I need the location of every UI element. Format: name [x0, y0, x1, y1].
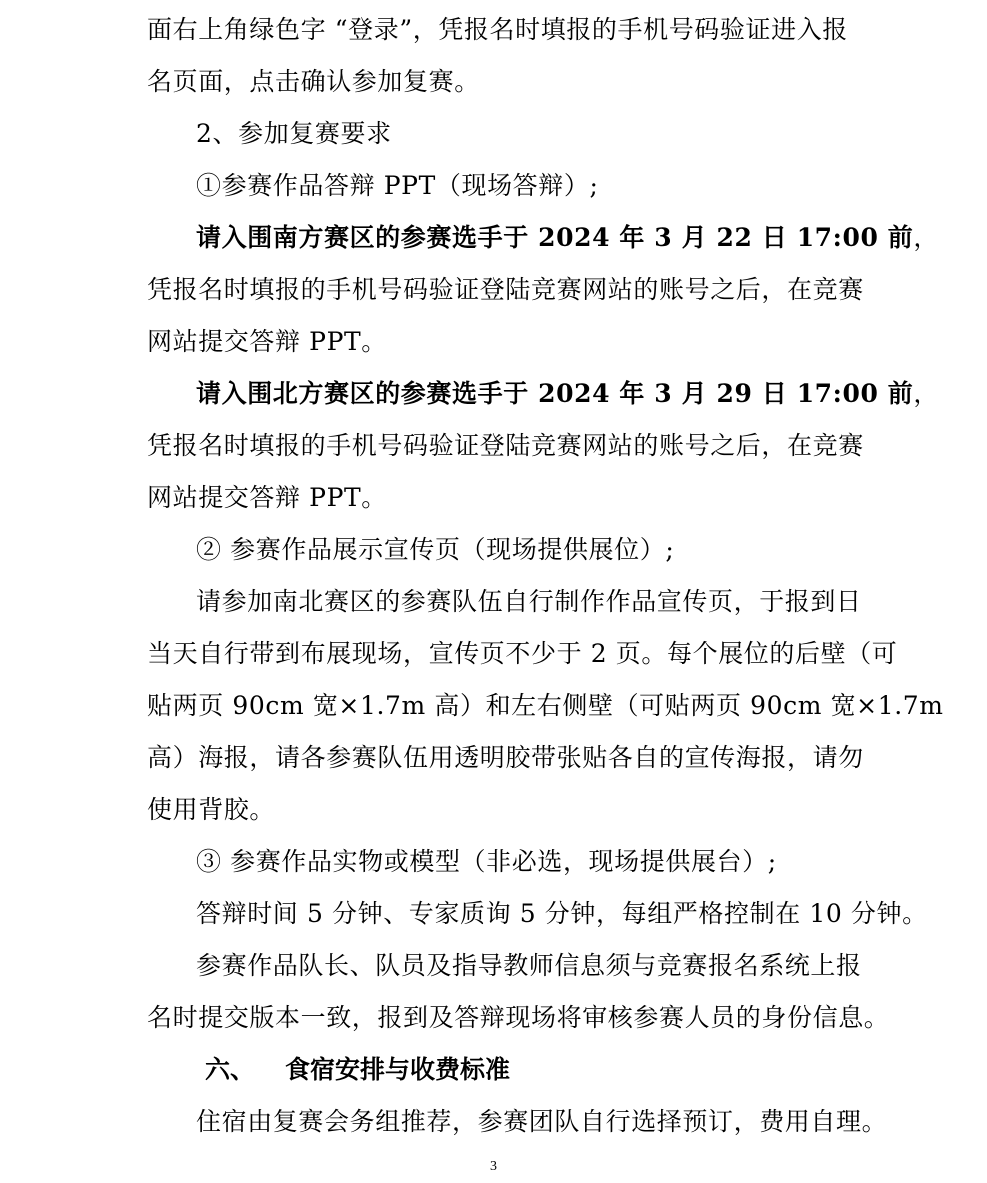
- paragraph-line: 答辩时间 5 分钟、专家质询 5 分钟，每组严格控制在 10 分钟。: [196, 899, 928, 928]
- section-number: 六、: [205, 1055, 256, 1084]
- paragraph-line: 使用背胶。: [147, 795, 276, 824]
- item-1-ppt: ①参赛作品答辩 PPT（现场答辩）;: [196, 171, 599, 200]
- paragraph-line: 高）海报，请各参赛队伍用透明胶带张贴各自的宣传海报，请勿: [147, 743, 864, 772]
- paragraph-line: 请参加南北赛区的参赛队伍自行制作作品宣传页，于报到日: [196, 587, 862, 616]
- paragraph-line: 贴两页 90cm 宽×1.7m 高）和左右侧壁（可贴两页 90cm 宽×1.7m: [147, 691, 944, 720]
- paragraph-line: 凭报名时填报的手机号码验证登陆竞赛网站的账号之后，在竞赛: [147, 275, 864, 304]
- section-heading-6: [205, 1054, 510, 1086]
- paragraph-line: 当天自行带到布展现场，宣传页不少于 2 页。每个展位的后壁（可: [147, 639, 898, 668]
- paragraph-line: 凭报名时填报的手机号码验证登陆竞赛网站的账号之后，在竞赛: [147, 431, 864, 460]
- section-title: 食宿安排与收费标准: [285, 1055, 511, 1084]
- paragraph-line: 参赛作品队长、队员及指导教师信息须与竞赛报名系统上报: [196, 951, 862, 980]
- south-deadline-line: 请入围南方赛区的参赛选手于 2024 年 3 月 22 日 17:00 前，: [196, 223, 940, 252]
- paragraph-line: 名页面，点击确认参加复赛。: [147, 67, 480, 96]
- paragraph-line: 网站提交答辩 PPT。: [147, 327, 387, 356]
- item-3-model: ③ 参赛作品实物或模型（非必选，现场提供展台）;: [196, 847, 777, 876]
- paragraph-line: 名时提交版本一致，报到及答辩现场将审核参赛人员的身份信息。: [147, 1003, 890, 1032]
- north-deadline-line: 请入围北方赛区的参赛选手于 2024 年 3 月 29 日 17:00 前，: [196, 379, 940, 408]
- item-2-poster: ② 参赛作品展示宣传页（现场提供展位）;: [196, 535, 675, 564]
- paragraph-line: 住宿由复赛会务组推荐，参赛团队自行选择预订，费用自理。: [196, 1107, 888, 1136]
- paragraph-line: 网站提交答辩 PPT。: [147, 483, 387, 512]
- subheading-requirements: 2、参加复赛要求: [196, 119, 392, 148]
- page-number: 3: [490, 1159, 497, 1174]
- paragraph-line: 面右上角绿色字 “登录”，凭报名时填报的手机号码验证进入报: [147, 15, 848, 44]
